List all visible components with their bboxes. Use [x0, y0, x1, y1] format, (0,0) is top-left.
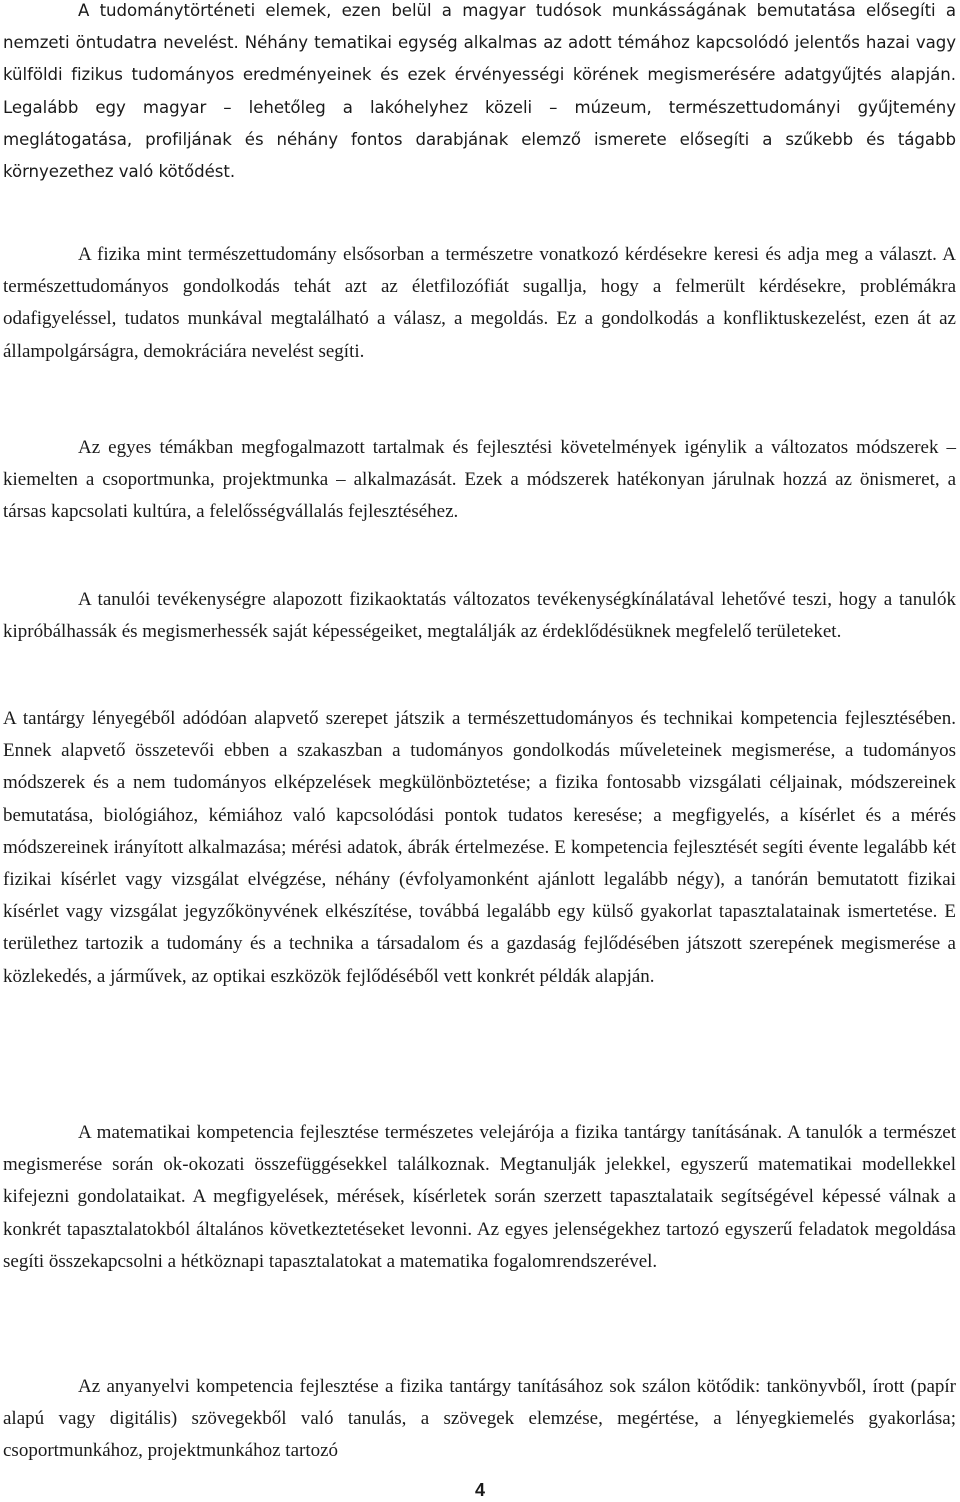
paragraph-science-thinking	[3, 239, 956, 368]
paragraph-methods: Az egyes témákban megfogalmazott tartalmak és fejlesztési követelmények igénylik a változatos módszerek – kiemelten a csoportmunka, projektmunka – alkalmazását. Ezek a módszerek hatékonyan járulnak hozzá az önismeret, a társas kapcsolati kultúra, a felelősségvállalás fejlesztéséhez.	[3, 437, 956, 523]
paragraph-native-language-competence: Az anyanyelvi kompetencia fejlesztése a fizika tantárgy tanításához sok szálon kötődik: tankönyvből, írott (papír alapú vagy digitális) szövegekből való tanulás, a szövegek elemzése, megértése, a lényegkiemelés gyakorlása; csoportmunkához, projektmunkához tartozó	[3, 1376, 956, 1462]
paragraph-math-competence: A matematikai kompetencia fejlesztése természetes velejárója a fizika tantárgy tanításának. A tanulók a természet megismerése során ok-okozati összefüggésekkel találkoznak. Megtanulják jelekkel, egyszerű matematikai modellekkel kifejezni gondolataikat. A megfigyelések, mérések, kísérletek során szerzett tapasztalataik segítségével képessé válnak a konkrét tapasztalatokból általános következtetéseket levonni. Az egyes jelenségekhez tartozó egyszerű feladatok megoldása segíti összekapcsolni a hétköznapi tapasztalatokat a matematika fogalomrendszerével.	[3, 1122, 956, 1272]
paragraph-student-activity: A tanulói tevékenységre alapozott fizikaoktatás változatos tevékenységkínálatával lehetővé teszi, hogy a tanulók kipróbálhassák és megismerhessék saját képességeiket, megtalálják az érdeklődésüknek megfelelő területeket.	[3, 589, 956, 643]
paragraph-sentence: A tudománytörténeti elemek, ezen belül a magyar tudósok munkásságának bemutatása elősegíti a nemzeti öntudatra nevelést.	[3, 1, 956, 53]
paragraph-sentence: A természettudományos gondolkodás tehát azt az életfilozófiát sugallja, hogy a felmerült kérdésekre, problémákra odafigyeléssel, tudatos munkával megtalálható a válasz, a megoldás.	[3, 244, 956, 330]
paragraph-sentence: Néhány tematikai egység alkalmas az adott témához kapcsolódó jelentős hazai vagy külföldi fizikus tudományos eredményeinek és ezek érvényességi körének megismerésére adatgyűjtés alapján.	[3, 33, 956, 85]
paragraph-sentence: A fizika mint természettudomány elsősorban a természetre vonatkozó kérdésekre keresi és adja meg a választ.	[78, 244, 937, 265]
paragraph-sentence: Legalább egy magyar – lehetőleg a lakóhelyhez közeli – múzeum, természettudományi gyűjtemény meglátogatása, profiljának és néhány fontos darabjának elemző ismerete elősegíti a szűkebb és tágabb környezethez való kötődést.	[3, 97, 956, 182]
paragraph-science-competence: A tantárgy lényegéből adódóan alapvető szerepet játszik a természettudományos és technikai kompetencia fejlesztésében. Ennek alapvető összetevői ebben a szakaszban a tudományos gondolkodás műveleteinek megismerése, a tudományos módszerek és a nem tudományos elképzelések megkülönböztetése; a fizika fontosabb vizsgálati céljainak, módszereinek bemutatása, biológiához, kémiához való kapcsolódási pontok tudatos keresése; a megfigyelés, a kísérlet és a mérés módszereinek irányított alkalmazása; mérési adatok, ábrák értelmezése. E kompetencia fejlesztését segíti évente legalább két fizikai kísérlet vagy vizsgálat elvégzése, néhány (évfolyamonként ajánlott legalább négy), a tanórán bemutatott fizikai kísérlet vagy vizsgálat jegyzőkönyvének elkészítése, továbbá legalább egy külső gyakorlat tapasztalatainak ismertetése. E területhez tartozik a tudomány és a technika a társadalom és a gazdaság fejlődésében játszott szerepének megismerése a közlekedés, a járművek, az optikai eszközök fejlődéséből vett konkrét példák alapján.	[3, 708, 956, 987]
paragraph-sentence: Ez a gondolkodás a konfliktuskezelést, ezen át az állampolgárságra, demokráciára nevelést segíti.	[3, 308, 956, 362]
page-number: 4	[474, 1480, 485, 1500]
paragraph-history-of-science	[3, 0, 956, 188]
